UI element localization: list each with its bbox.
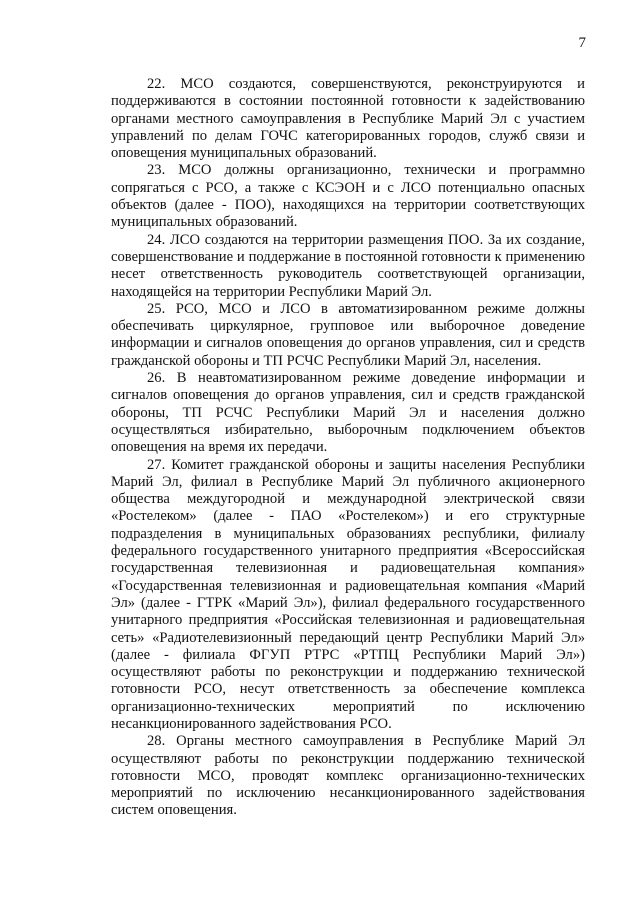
paragraph-24: 24. ЛСО создаются на территории размещения ПОО. За их создание, совершенствование и поддержание в постоянной готовности к применению несет ответственность руководитель соответствующей организации, находящейся на территории Республики Марий Эл. <box>111 231 585 300</box>
paragraph-23: 23. МСО должны организационно, технически и программно сопрягаться с РСО, а также с КСЭОН и с ЛСО потенциально опасных объектов (далее - ПОО), находящихся на территории соответствующих муниципальных образований. <box>111 162 585 231</box>
paragraph-25: 25. РСО, МСО и ЛСО в автоматизированном режиме должны обеспечивать циркулярное, групповое или выборочное доведение информации и сигналов оповещения до органов управления, сил и средств гражданской обороны и ТП РСЧС Республики Марий Эл, населения. <box>111 300 585 369</box>
paragraph-26: 26. В неавтоматизированном режиме доведение информации и сигналов оповещения до органов управления, сил и средств гражданской обороны, ТП РСЧС Республики Марий Эл и населения должно осуществляться избирательно, выборочным подключением объектов оповещения на время их передачи. <box>111 370 585 456</box>
paragraph-22: 22. МСО создаются, совершенствуются, реконструируются и поддерживаются в состоянии постоянной готовности к задействованию органами местного самоуправления в Республике Марий Эл с участием управлений по делам ГОЧС категорированных городов, служб связи и оповещения муниципальных образований. <box>111 76 585 162</box>
paragraph-27: 27. Комитет гражданской обороны и защиты населения Республики Марий Эл, филиал в Республике Марий Эл публичного акционерного общества междугородной и международной электрической связи «Ростелеком» (далее - ПАО «Ростелеком») и его структурные подразделения в муниципальных образованиях республики, филиалу федерального государственного унитарного предприятия «Всероссийская государственная телевизионная и радиовещательная компания» «Государственная телевизионная и радиовещательная компания «Марий Эл» (далее - ГТРК «Марий Эл»), филиал федерального государственного унитарного предприятия «Российская телевизионная и радиовещательная сеть» «Радиотелевизионный передающий центр Республики Марий Эл» (далее - филиала ФГУП РТРС «РТПЦ Республики Марий Эл») осуществляют работы по реконструкции и поддержанию технической готовности РСО, несут ответственность за обеспечение комплекса организационно-технических мероприятий по исключению несанкционированного задействования РСО. <box>111 456 585 732</box>
page-number: 7 <box>578 35 586 51</box>
document-body <box>111 76 585 820</box>
paragraph-28: 28. Органы местного самоуправления в Республике Марий Эл осуществляют работы по реконструкции поддержанию технической готовности МСО, проводят комплекс организационно-технических мероприятий по исключению несанкционированного задействования систем оповещения. <box>111 733 585 819</box>
